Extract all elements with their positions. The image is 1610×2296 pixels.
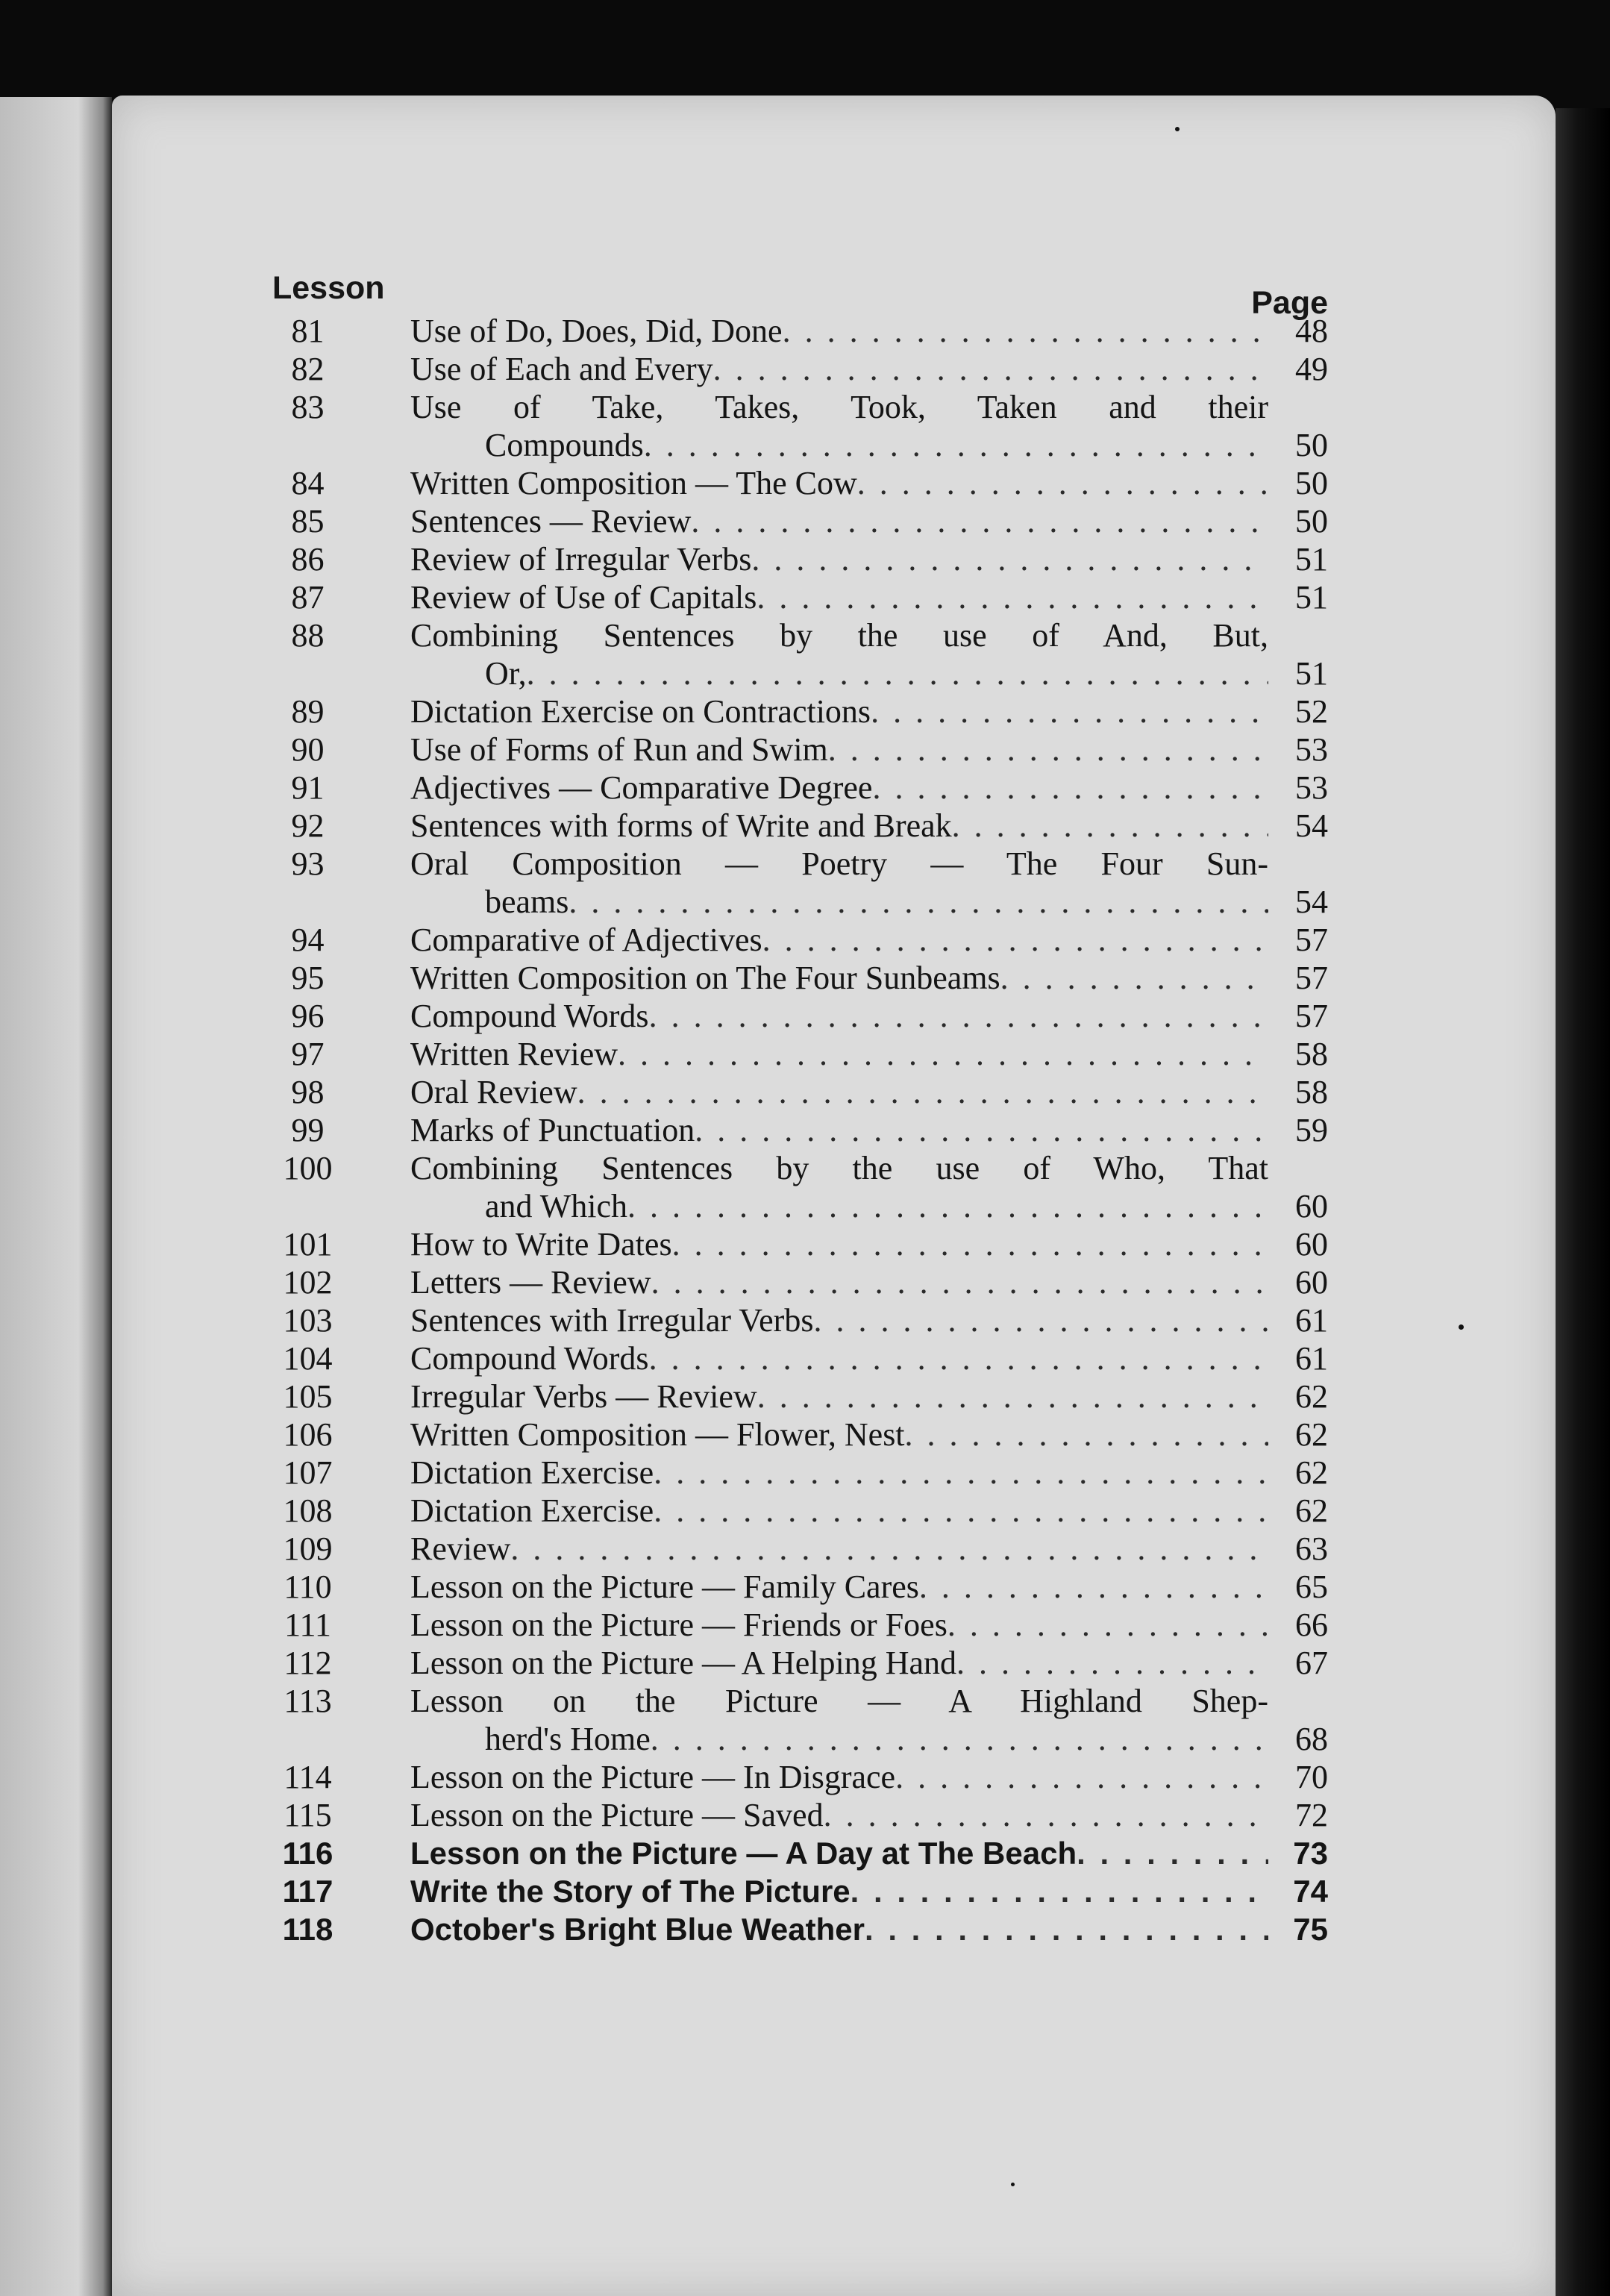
dot-leader [649, 997, 1268, 1035]
page-number: 58 [1295, 1036, 1328, 1072]
toc-entry [272, 1910, 1328, 1948]
page-number: 62 [1295, 1454, 1328, 1491]
entry-title: Use of Forms of Run and Swim [410, 731, 828, 768]
entry-title-line [485, 1720, 1268, 1758]
entry-title-line [410, 1416, 1268, 1454]
toc-entry [272, 1492, 1328, 1530]
dot-leader [952, 807, 1268, 845]
entry-title-line [410, 1834, 1268, 1872]
toc-entry [272, 921, 1328, 959]
toc-entry [272, 616, 1328, 654]
page-number: 54 [1295, 883, 1328, 920]
page-number: 68 [1295, 1721, 1328, 1757]
page-number: 75 [1293, 1912, 1328, 1947]
entry-title-line [410, 1606, 1268, 1644]
entry-title-line [410, 1682, 1268, 1720]
page-number: 57 [1295, 998, 1328, 1034]
dot-leader [865, 1910, 1268, 1948]
dot-leader [751, 540, 1268, 578]
toc-entry [272, 1377, 1328, 1416]
page-number: 50 [1295, 465, 1328, 501]
page-number: 54 [1295, 807, 1328, 844]
entry-title: How to Write Dates [410, 1226, 672, 1263]
toc-entry [272, 502, 1328, 540]
page-number: 62 [1295, 1492, 1328, 1529]
page-number: 72 [1295, 1797, 1328, 1833]
toc-entry [272, 1225, 1328, 1263]
page-number: 66 [1295, 1607, 1328, 1643]
dot-leader [824, 1796, 1268, 1834]
entry-title-line [410, 1111, 1268, 1149]
entry-title: Review of Use of Capitals [410, 579, 757, 616]
page-number: 63 [1295, 1530, 1328, 1567]
toc-entry [272, 1339, 1328, 1377]
toc-entry [272, 692, 1328, 731]
entry-title-line [410, 1301, 1268, 1339]
entry-title-line [410, 692, 1268, 731]
toc-entry [272, 845, 1328, 883]
toc-entry [272, 464, 1328, 502]
entry-title-line [410, 1454, 1268, 1492]
toc-entry [272, 312, 1328, 350]
toc-entry [272, 1073, 1328, 1111]
entry-title-line [410, 312, 1268, 350]
entry-title: Lesson on the Picture — Family Cares [410, 1568, 919, 1605]
entry-title-line [485, 654, 1268, 692]
dot-leader [577, 1073, 1268, 1111]
print-speck [1011, 2183, 1015, 2186]
entry-title: Written Review [410, 1036, 618, 1072]
entry-title: Combining Sentences by the use of Who, That [410, 1150, 1268, 1186]
toc-entry [272, 807, 1328, 845]
entry-title-line [410, 1225, 1268, 1263]
entry-title-line [410, 807, 1268, 845]
page-number: 73 [1293, 1836, 1328, 1871]
entry-title: Review [410, 1530, 511, 1567]
dot-leader [627, 1187, 1268, 1225]
dot-leader [956, 1644, 1268, 1682]
lesson-number: 105 [283, 1378, 333, 1415]
dot-leader [649, 1339, 1268, 1377]
lesson-number: 96 [291, 998, 325, 1034]
entry-title-line [410, 1796, 1268, 1834]
page-number: 59 [1295, 1112, 1328, 1148]
lesson-number: 115 [284, 1797, 332, 1833]
page-number: 60 [1295, 1226, 1328, 1263]
book-left-edge [0, 97, 112, 2296]
lesson-number: 98 [291, 1074, 325, 1110]
entry-title-line [410, 616, 1268, 654]
lesson-number: 109 [283, 1530, 333, 1567]
entry-title-line [410, 731, 1268, 769]
entry-title: Use of Each and Every [410, 351, 713, 387]
page-number: 70 [1295, 1759, 1328, 1795]
page-number: 74 [1293, 1874, 1328, 1909]
dot-leader [762, 921, 1268, 959]
entry-title-line [410, 540, 1268, 578]
entry-title-line [410, 1872, 1268, 1910]
toc-entry [272, 1644, 1328, 1682]
dot-leader [871, 692, 1268, 731]
entry-title: Irregular Verbs — Review [410, 1378, 757, 1415]
lesson-number: 83 [291, 389, 325, 425]
book-right-edge [1556, 108, 1610, 2296]
lesson-number: 106 [283, 1416, 333, 1453]
entry-title-line [410, 1568, 1268, 1606]
page-number: 62 [1295, 1378, 1328, 1415]
lesson-number: 82 [291, 351, 325, 387]
dot-leader [895, 1758, 1268, 1796]
page-number: 60 [1295, 1188, 1328, 1224]
toc-entry [272, 1149, 1328, 1187]
toc-entry [272, 1568, 1328, 1606]
entry-title: Compounds [485, 427, 644, 463]
entry-title-line [410, 1758, 1268, 1796]
entry-title-line [410, 464, 1268, 502]
page-number: 65 [1295, 1568, 1328, 1605]
dot-leader [783, 312, 1268, 350]
lesson-number: 118 [282, 1912, 333, 1947]
dot-leader [695, 1111, 1268, 1149]
toc-entry [272, 1416, 1328, 1454]
page-number: 62 [1295, 1416, 1328, 1453]
entry-title-line [485, 426, 1268, 464]
page-number: 50 [1295, 427, 1328, 463]
page-number: 61 [1295, 1302, 1328, 1339]
dot-leader [510, 1530, 1268, 1568]
dot-leader [919, 1568, 1268, 1606]
page-number: 51 [1295, 579, 1328, 616]
dot-leader [757, 578, 1268, 616]
entry-title: Oral Review [410, 1074, 577, 1110]
page-number: 51 [1295, 655, 1328, 692]
lesson-number: 101 [283, 1226, 333, 1263]
entry-title: Letters — Review [410, 1264, 651, 1301]
toc-entry [272, 997, 1328, 1035]
entry-title-line [410, 1149, 1268, 1187]
toc-entry [272, 1301, 1328, 1339]
entry-title: Write the Story of The Picture [410, 1874, 851, 1909]
page-number: 51 [1295, 541, 1328, 578]
entry-title: Sentences — Review [410, 503, 692, 539]
toc-entry [272, 1606, 1328, 1644]
dot-leader [828, 731, 1268, 769]
toc-entry [272, 350, 1328, 388]
print-speck [1459, 1324, 1464, 1330]
entry-title: Adjectives — Comparative Degree [410, 769, 873, 806]
toc-entry [272, 388, 1328, 426]
page-number: 50 [1295, 503, 1328, 539]
lesson-number: 88 [291, 617, 325, 654]
entry-title: Lesson on the Picture — Friends or Foes [410, 1607, 947, 1643]
entry-title-line [410, 1263, 1268, 1301]
dot-leader [691, 502, 1268, 540]
dot-leader [618, 1035, 1268, 1073]
toc-entry [272, 731, 1328, 769]
toc-entry [272, 578, 1328, 616]
entry-title-line [410, 997, 1268, 1035]
entry-title: Compound Words [410, 998, 649, 1034]
lesson-number: 86 [291, 541, 325, 578]
entry-title: Sentences with forms of Write and Break [410, 807, 952, 844]
dot-leader [813, 1301, 1268, 1339]
dot-leader [644, 426, 1268, 464]
lesson-number: 89 [291, 693, 325, 730]
lesson-number: 117 [282, 1874, 333, 1909]
lesson-number: 102 [283, 1264, 333, 1301]
entry-title: beams [485, 883, 569, 920]
lesson-number: 81 [291, 313, 325, 349]
entry-title: Dictation Exercise [410, 1454, 654, 1491]
page-number: 61 [1295, 1340, 1328, 1377]
toc-entry [272, 1796, 1328, 1834]
lesson-number: 110 [284, 1568, 332, 1605]
entry-title-line [410, 1073, 1268, 1111]
entry-title: Use of Do, Does, Did, Done [410, 313, 783, 349]
entry-title: Review of Irregular Verbs [410, 541, 752, 578]
table-of-contents [272, 312, 1328, 1948]
entry-title: Sentences with Irregular Verbs [410, 1302, 814, 1339]
lesson-number: 104 [283, 1340, 333, 1377]
entry-title-line [410, 1377, 1268, 1416]
dot-leader [713, 350, 1268, 388]
entry-title: and Which [485, 1188, 628, 1224]
toc-entry [272, 1758, 1328, 1796]
lesson-number: 111 [284, 1607, 331, 1643]
lesson-number: 114 [284, 1759, 332, 1795]
dot-leader [651, 1263, 1268, 1301]
page-number: 67 [1295, 1645, 1328, 1681]
entry-title: Use of Take, Takes, Took, Taken and their [410, 389, 1268, 425]
page-number: 53 [1295, 769, 1328, 806]
dot-leader [654, 1492, 1268, 1530]
entry-title-line [410, 959, 1268, 997]
dot-leader [757, 1377, 1268, 1416]
entry-title-line [410, 769, 1268, 807]
lesson-number: 103 [283, 1302, 333, 1339]
toc-entry-continuation [272, 1187, 1328, 1225]
dot-leader [527, 654, 1268, 692]
lesson-number: 84 [291, 465, 325, 501]
lesson-number: 91 [291, 769, 325, 806]
toc-entry [272, 769, 1328, 807]
dot-leader [905, 1416, 1268, 1454]
toc-entry-continuation [272, 883, 1328, 921]
toc-entry [272, 1454, 1328, 1492]
entry-title-line [410, 845, 1268, 883]
page-number: 57 [1295, 922, 1328, 958]
dot-leader [672, 1225, 1268, 1263]
lesson-number: 92 [291, 807, 325, 844]
entry-title: Marks of Punctuation [410, 1112, 695, 1148]
page-number: 57 [1295, 960, 1328, 996]
entry-title-line [410, 1530, 1268, 1568]
entry-title-line [410, 578, 1268, 616]
lesson-number: 93 [291, 845, 325, 882]
entry-title-line [410, 502, 1268, 540]
entry-title: Or, [485, 655, 527, 692]
page-number: 49 [1295, 351, 1328, 387]
dot-leader [1077, 1834, 1268, 1872]
page-number: 60 [1295, 1264, 1328, 1301]
lesson-number: 108 [283, 1492, 333, 1529]
toc-entry [272, 1263, 1328, 1301]
entry-title: Lesson on the Picture — A Helping Hand [410, 1645, 957, 1681]
entry-title: Dictation Exercise on Contractions [410, 693, 871, 730]
entry-title: Lesson on the Picture — A Day at The Beach [410, 1836, 1077, 1871]
entry-title: Lesson on the Picture — Saved [410, 1797, 824, 1833]
entry-title: Comparative of Adjectives [410, 922, 762, 958]
toc-entry [272, 1834, 1328, 1872]
toc-entry [272, 959, 1328, 997]
entry-title: Written Composition — The Cow [410, 465, 857, 501]
toc-entry [272, 1872, 1328, 1910]
entry-title-line [410, 1339, 1268, 1377]
toc-entry [272, 1035, 1328, 1073]
entry-title: Combining Sentences by the use of And, But, [410, 617, 1268, 654]
lesson-column-heading: Lesson [272, 270, 385, 306]
entry-title-line [485, 883, 1268, 921]
toc-entry-continuation [272, 426, 1328, 464]
toc-entry [272, 1111, 1328, 1149]
entry-title: Lesson on the Picture — A Highland Shep- [410, 1683, 1268, 1719]
entry-title: herd's Home [485, 1721, 651, 1757]
lesson-number: 113 [284, 1683, 332, 1719]
entry-title-line [485, 1187, 1268, 1225]
dot-leader [568, 883, 1268, 921]
entry-title-line [410, 1644, 1268, 1682]
lesson-number: 85 [291, 503, 325, 539]
toc-entry-continuation [272, 654, 1328, 692]
entry-title: Written Composition — Flower, Nest [410, 1416, 905, 1453]
entry-title: Compound Words [410, 1340, 649, 1377]
dot-leader [947, 1606, 1268, 1644]
dot-leader [654, 1454, 1268, 1492]
dot-leader [1000, 959, 1268, 997]
entry-title-line [410, 1492, 1268, 1530]
entry-title: Written Composition on The Four Sunbeams [410, 960, 1000, 996]
page-number: 52 [1295, 693, 1328, 730]
lesson-number: 99 [291, 1112, 325, 1148]
dot-leader [872, 769, 1268, 807]
lesson-number: 97 [291, 1036, 325, 1072]
lesson-number: 116 [282, 1836, 333, 1871]
lesson-number: 100 [283, 1150, 333, 1186]
lesson-number: 90 [291, 731, 325, 768]
dot-leader [851, 1872, 1268, 1910]
toc-entry [272, 1530, 1328, 1568]
page-number: 48 [1295, 313, 1328, 349]
entry-title-line [410, 921, 1268, 959]
dot-leader [651, 1720, 1268, 1758]
lesson-number: 87 [291, 579, 325, 616]
page-number: 58 [1295, 1074, 1328, 1110]
toc-entry-continuation [272, 1720, 1328, 1758]
page-column-heading: Page [1251, 285, 1328, 321]
page-number: 53 [1295, 731, 1328, 768]
lesson-number: 94 [291, 922, 325, 958]
lesson-number: 95 [291, 960, 325, 996]
lesson-number: 112 [284, 1645, 332, 1681]
toc-entry [272, 1682, 1328, 1720]
entry-title: October's Bright Blue Weather [410, 1912, 865, 1947]
entry-title: Lesson on the Picture — In Disgrace [410, 1759, 896, 1795]
entry-title-line [410, 350, 1268, 388]
toc-entry [272, 540, 1328, 578]
print-speck [1175, 127, 1180, 131]
entry-title: Oral Composition — Poetry — The Four Sun- [410, 845, 1268, 882]
dot-leader [857, 464, 1268, 502]
lesson-number: 107 [283, 1454, 333, 1491]
entry-title-line [410, 1910, 1268, 1948]
entry-title-line [410, 1035, 1268, 1073]
entry-title: Dictation Exercise [410, 1492, 654, 1529]
entry-title-line [410, 388, 1268, 426]
